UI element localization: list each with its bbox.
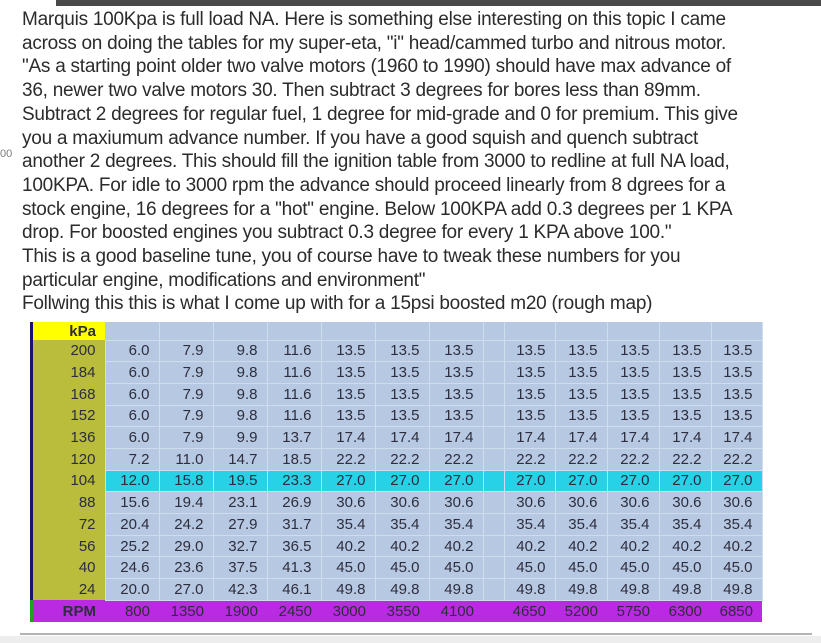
map-row-72 [33, 514, 762, 536]
map-cell: 27.0 [321, 470, 375, 492]
rpm-row [33, 600, 762, 622]
header-blank-cell [504, 322, 555, 340]
map-cell: 45.0 [375, 557, 429, 579]
kpa-cell: 184 [33, 362, 105, 384]
post-line: Follwing this this is what I come up with for a 15psi boosted m20 (rough map) [22, 293, 653, 315]
rpm-cell: 4100 [429, 600, 483, 622]
map-cell: 19.4 [159, 492, 213, 514]
ignition-map-grid [33, 322, 763, 622]
map-cell: 45.0 [429, 557, 483, 579]
header-blank-cell [321, 322, 375, 340]
kpa-cell: 88 [33, 492, 105, 514]
map-cell: 6.0 [105, 340, 159, 362]
header-blank-cell [555, 322, 607, 340]
map-cell: 7.9 [159, 427, 213, 449]
kpa-cell: 56 [33, 535, 105, 557]
gap-cell [483, 600, 504, 622]
map-cell: 11.0 [159, 448, 213, 470]
map-cell: 23.3 [267, 470, 321, 492]
rpm-label: RPM [33, 600, 105, 622]
post-line: Subtract 2 degrees for regular fuel, 1 degree for mid-grade and 0 for premium. This give [22, 103, 738, 125]
map-cell: 6.0 [105, 427, 159, 449]
map-cell: 7.2 [105, 448, 159, 470]
map-row-56 [33, 535, 762, 557]
map-cell: 13.5 [321, 383, 375, 405]
kpa-cell: 72 [33, 514, 105, 536]
map-cell: 12.0 [105, 470, 159, 492]
map-cell: 13.5 [659, 340, 711, 362]
rpm-cell: 1350 [159, 600, 213, 622]
header-blank-cell [159, 322, 213, 340]
map-cell: 30.6 [429, 492, 483, 514]
map-cell: 27.0 [429, 470, 483, 492]
map-cell: 22.2 [504, 448, 555, 470]
map-cell: 27.0 [375, 470, 429, 492]
map-cell: 13.5 [429, 340, 483, 362]
map-cell: 7.9 [159, 362, 213, 384]
map-cell: 27.0 [711, 470, 762, 492]
map-cell: 30.6 [607, 492, 659, 514]
map-cell: 6.0 [105, 383, 159, 405]
map-cell: 22.2 [555, 448, 607, 470]
map-cell: 27.0 [607, 470, 659, 492]
gap-cell [483, 448, 504, 470]
map-cell: 45.0 [607, 557, 659, 579]
kpa-cell: 120 [33, 448, 105, 470]
rpm-cell: 800 [105, 600, 159, 622]
map-cell: 49.8 [607, 579, 659, 601]
map-cell: 22.2 [607, 448, 659, 470]
map-cell: 15.6 [105, 492, 159, 514]
map-cell: 13.5 [555, 383, 607, 405]
post-line: across on doing the tables for my super-eta, "i" head/cammed turbo and nitrous motor. [22, 32, 727, 54]
rpm-cell: 5750 [607, 600, 659, 622]
map-cell: 27.0 [555, 470, 607, 492]
rpm-cell: 3550 [375, 600, 429, 622]
header-blank-cell [607, 322, 659, 340]
map-cell: 11.6 [267, 340, 321, 362]
map-cell: 35.4 [711, 514, 762, 536]
map-cell: 7.9 [159, 383, 213, 405]
map-cell: 45.0 [711, 557, 762, 579]
map-cell: 9.8 [213, 405, 267, 427]
map-cell: 49.8 [504, 579, 555, 601]
map-cell: 17.4 [504, 427, 555, 449]
map-cell: 17.4 [659, 427, 711, 449]
map-cell: 23.6 [159, 557, 213, 579]
map-cell: 35.4 [659, 514, 711, 536]
map-cell: 13.5 [375, 340, 429, 362]
map-cell: 40.2 [375, 535, 429, 557]
map-cell: 18.5 [267, 448, 321, 470]
gap-cell [483, 322, 504, 340]
map-cell: 23.1 [213, 492, 267, 514]
table-header-row [33, 322, 762, 340]
gap-cell [483, 557, 504, 579]
map-cell: 20.4 [105, 514, 159, 536]
map-cell: 6.0 [105, 362, 159, 384]
map-cell: 22.2 [429, 448, 483, 470]
map-cell: 11.6 [267, 383, 321, 405]
map-row-200 [33, 340, 762, 362]
map-cell: 13.5 [429, 405, 483, 427]
rpm-cell: 2450 [267, 600, 321, 622]
kpa-cell: 200 [33, 340, 105, 362]
gap-cell [483, 427, 504, 449]
map-cell: 49.8 [429, 579, 483, 601]
map-cell: 20.0 [105, 579, 159, 601]
map-cell: 30.6 [555, 492, 607, 514]
map-cell: 45.0 [659, 557, 711, 579]
map-cell: 13.5 [659, 362, 711, 384]
map-cell: 35.4 [555, 514, 607, 536]
gap-cell [483, 383, 504, 405]
map-cell: 49.8 [555, 579, 607, 601]
map-cell: 7.9 [159, 340, 213, 362]
map-cell: 36.5 [267, 535, 321, 557]
kpa-cell: 168 [33, 383, 105, 405]
map-row-184 [33, 362, 762, 384]
map-cell: 27.0 [659, 470, 711, 492]
map-cell: 13.5 [555, 340, 607, 362]
gap-cell [483, 579, 504, 601]
map-cell: 25.2 [105, 535, 159, 557]
map-cell: 13.5 [429, 383, 483, 405]
ignition-map-table [30, 322, 764, 622]
map-cell: 45.0 [321, 557, 375, 579]
post-body [22, 8, 821, 316]
map-cell: 13.5 [607, 383, 659, 405]
map-cell: 13.5 [504, 362, 555, 384]
header-blank-cell [659, 322, 711, 340]
map-cell: 30.6 [504, 492, 555, 514]
map-cell: 41.3 [267, 557, 321, 579]
map-cell: 49.8 [375, 579, 429, 601]
map-cell: 11.6 [267, 362, 321, 384]
map-cell: 11.6 [267, 405, 321, 427]
map-cell: 40.2 [429, 535, 483, 557]
map-cell: 13.5 [659, 405, 711, 427]
gap-cell [483, 535, 504, 557]
map-cell: 9.8 [213, 383, 267, 405]
map-cell: 13.5 [375, 405, 429, 427]
gap-cell [483, 362, 504, 384]
map-cell: 27.9 [213, 514, 267, 536]
post-line: you a maxiumum advance number. If you have a good squish and quench subtract [22, 127, 698, 149]
map-cell: 15.8 [159, 470, 213, 492]
map-row-120 [33, 448, 762, 470]
map-cell: 40.2 [659, 535, 711, 557]
rpm-cell: 6850 [711, 600, 762, 622]
bottom-strip [0, 636, 821, 643]
map-cell: 30.6 [711, 492, 762, 514]
map-cell: 31.7 [267, 514, 321, 536]
header-blank-cell [213, 322, 267, 340]
map-cell: 13.5 [711, 340, 762, 362]
map-cell: 40.2 [321, 535, 375, 557]
map-cell: 13.5 [711, 362, 762, 384]
kpa-cell: 104 [33, 470, 105, 492]
map-cell: 40.2 [711, 535, 762, 557]
map-cell: 46.1 [267, 579, 321, 601]
map-cell: 13.5 [429, 362, 483, 384]
map-cell: 13.5 [711, 383, 762, 405]
top-bar [56, 0, 821, 6]
gap-cell [483, 470, 504, 492]
map-cell: 13.5 [607, 340, 659, 362]
map-cell: 17.4 [429, 427, 483, 449]
map-cell: 24.2 [159, 514, 213, 536]
post-line: This is a good baseline tune, you of course have to tweak these numbers for you [22, 246, 681, 268]
map-cell: 40.2 [555, 535, 607, 557]
map-cell: 13.5 [555, 405, 607, 427]
post-line: stock engine, 16 degrees for a "hot" engine. Below 100KPA add 0.3 degrees per 1 KPA [22, 198, 733, 220]
map-cell: 13.5 [659, 383, 711, 405]
map-cell: 29.0 [159, 535, 213, 557]
rpm-cell: 6300 [659, 600, 711, 622]
map-cell: 17.4 [607, 427, 659, 449]
map-row-168 [33, 383, 762, 405]
map-cell: 40.2 [607, 535, 659, 557]
map-cell: 7.9 [159, 405, 213, 427]
map-row-40 [33, 557, 762, 579]
gap-cell [483, 514, 504, 536]
map-cell: 22.2 [711, 448, 762, 470]
map-cell: 9.8 [213, 340, 267, 362]
map-cell: 13.5 [607, 405, 659, 427]
header-blank-cell [105, 322, 159, 340]
post-line: Marquis 100Kpa is full load NA. Here is something else interesting on this topic I came [22, 9, 726, 30]
map-cell: 22.2 [375, 448, 429, 470]
map-cell: 9.8 [213, 362, 267, 384]
map-cell: 49.8 [711, 579, 762, 601]
kpa-cell: 136 [33, 427, 105, 449]
post-line: "As a starting point older two valve motors (1960 to 1990) should have max advance of [22, 56, 731, 78]
map-cell: 45.0 [555, 557, 607, 579]
map-cell: 14.7 [213, 448, 267, 470]
map-cell: 13.5 [321, 362, 375, 384]
map-cell: 32.7 [213, 535, 267, 557]
gap-cell [483, 492, 504, 514]
map-cell: 17.4 [555, 427, 607, 449]
header-blank-cell [711, 322, 762, 340]
kpa-cell: 152 [33, 405, 105, 427]
map-cell: 35.4 [607, 514, 659, 536]
map-cell: 13.7 [267, 427, 321, 449]
map-row-136 [33, 427, 762, 449]
map-cell: 26.9 [267, 492, 321, 514]
map-cell: 13.5 [711, 405, 762, 427]
map-cell: 6.0 [105, 405, 159, 427]
map-cell: 27.0 [504, 470, 555, 492]
rpm-cell: 4650 [504, 600, 555, 622]
map-cell: 30.6 [375, 492, 429, 514]
rpm-cell: 3000 [321, 600, 375, 622]
map-cell: 45.0 [504, 557, 555, 579]
post-line: 36, newer two valve motors 30. Then subtract 3 degrees for bores less than 89mm. [22, 80, 701, 102]
post-line: particular engine, modifications and environment" [22, 269, 426, 291]
map-cell: 17.4 [321, 427, 375, 449]
kpa-corner-label: kPa [33, 322, 105, 340]
post-line: another 2 degrees. This should fill the ignition table from 3000 to redline at full NA load, [22, 151, 730, 173]
map-cell: 19.5 [213, 470, 267, 492]
map-row-104 [33, 470, 762, 492]
gap-cell [483, 340, 504, 362]
map-cell: 17.4 [711, 427, 762, 449]
map-cell: 13.5 [607, 362, 659, 384]
map-cell: 13.5 [375, 362, 429, 384]
map-cell: 30.6 [321, 492, 375, 514]
map-row-88 [33, 492, 762, 514]
map-row-152 [33, 405, 762, 427]
header-blank-cell [267, 322, 321, 340]
map-cell: 24.6 [105, 557, 159, 579]
map-cell: 22.2 [659, 448, 711, 470]
margin-text: 00 [0, 148, 13, 160]
map-cell: 49.8 [659, 579, 711, 601]
gap-cell [483, 405, 504, 427]
map-cell: 13.5 [504, 405, 555, 427]
map-row-24 [33, 579, 762, 601]
map-cell: 13.5 [504, 340, 555, 362]
rpm-cell: 5200 [555, 600, 607, 622]
header-blank-cell [429, 322, 483, 340]
map-cell: 35.4 [504, 514, 555, 536]
map-cell: 49.8 [321, 579, 375, 601]
map-cell: 9.9 [213, 427, 267, 449]
map-cell: 13.5 [321, 405, 375, 427]
map-cell: 37.5 [213, 557, 267, 579]
post-line: drop. For boosted engines you subtract 0.3 degree for every 1 KPA above 100." [22, 222, 672, 244]
map-cell: 22.2 [321, 448, 375, 470]
map-cell: 13.5 [555, 362, 607, 384]
map-cell: 30.6 [659, 492, 711, 514]
kpa-cell: 40 [33, 557, 105, 579]
map-cell: 17.4 [375, 427, 429, 449]
map-cell: 13.5 [321, 340, 375, 362]
map-cell: 13.5 [504, 383, 555, 405]
map-cell: 40.2 [504, 535, 555, 557]
map-cell: 42.3 [213, 579, 267, 601]
map-cell: 13.5 [375, 383, 429, 405]
rpm-cell: 1900 [213, 600, 267, 622]
map-cell: 27.0 [159, 579, 213, 601]
post-line: 100KPA. For idle to 3000 rpm the advance should proceed linearly from 8 dgrees for a [22, 174, 726, 196]
map-cell: 35.4 [321, 514, 375, 536]
kpa-cell: 24 [33, 579, 105, 601]
map-cell: 35.4 [429, 514, 483, 536]
map-cell: 35.4 [375, 514, 429, 536]
header-blank-cell [375, 322, 429, 340]
bottom-divider [20, 633, 812, 635]
